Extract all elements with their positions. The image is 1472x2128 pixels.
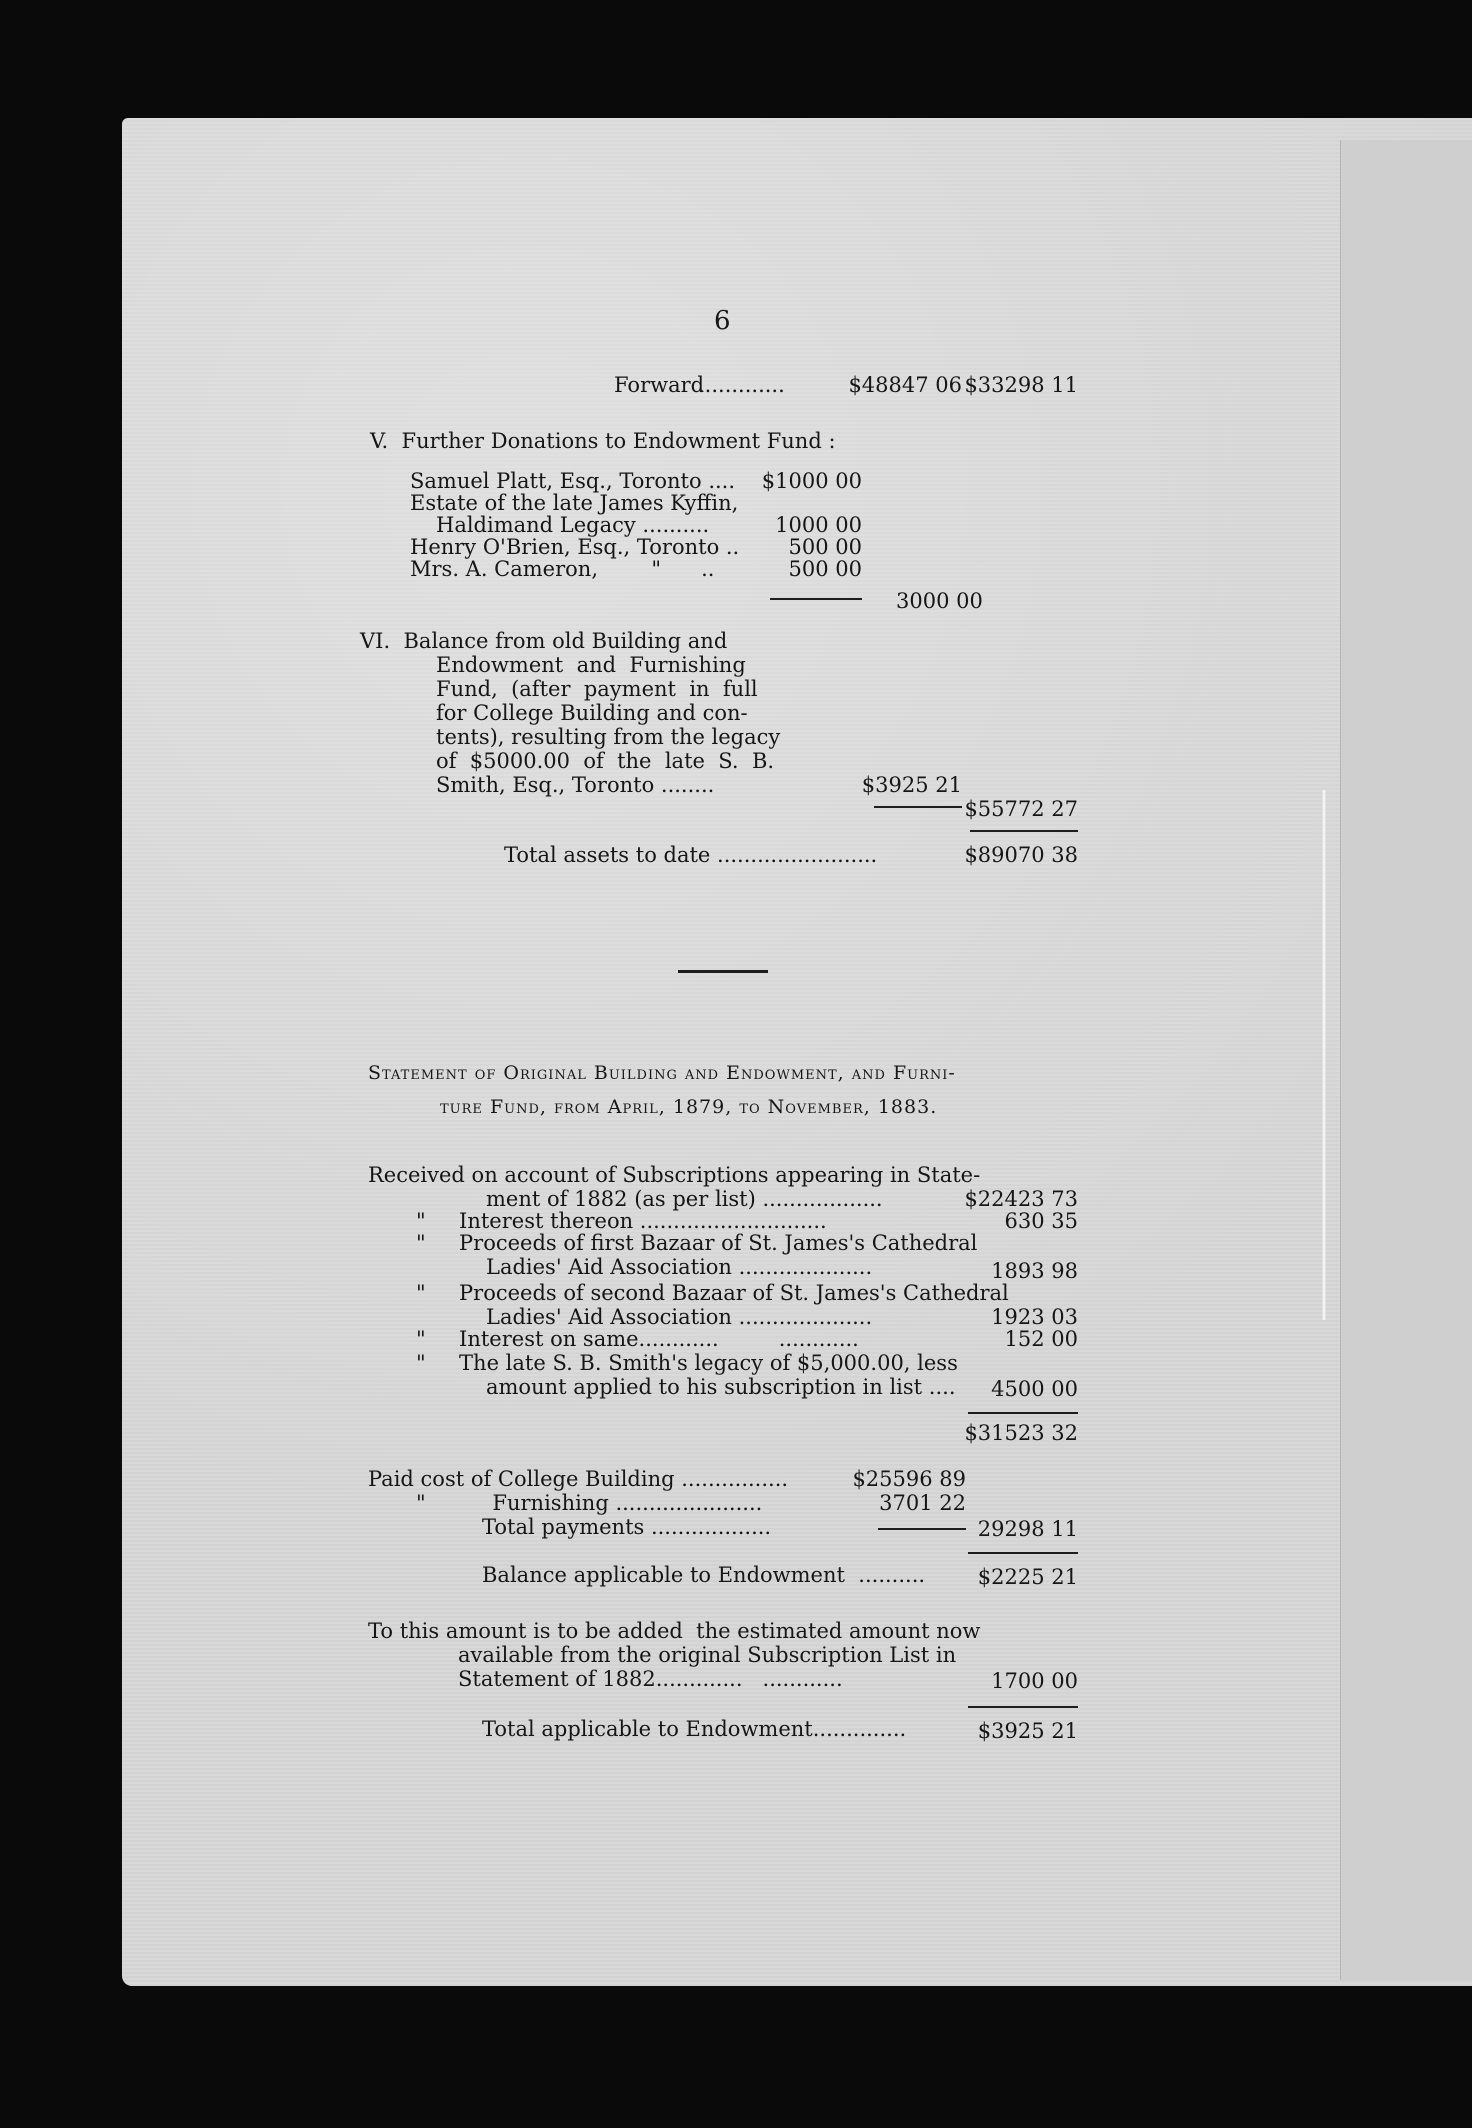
- page-number: 6: [714, 306, 731, 336]
- section-v-amount: 500 00: [788, 557, 862, 581]
- receipt-line: Ladies' Aid Association ....................: [486, 1255, 873, 1279]
- statement-title-line-1: Statement of Original Building and Endowment, and Furni-: [368, 1062, 956, 1084]
- section-v-item: Henry O'Brien, Esq., Toronto ..: [410, 535, 740, 559]
- section-separator: [678, 970, 768, 973]
- section-v-item: Haldimand Legacy ..........: [436, 513, 710, 537]
- section-v-heading: V. Further Donations to Endowment Fund :: [370, 429, 836, 453]
- forward-dots: .............: [698, 373, 785, 397]
- section-v-item: Samuel Platt, Esq., Toronto ....: [410, 469, 736, 493]
- payment-line: Paid cost of College Building ................: [368, 1467, 789, 1491]
- pencil-arrow-mark: [1320, 790, 1328, 1320]
- grand-total-amount: $3925 21: [977, 1719, 1078, 1743]
- section-v-amount: 500 00: [788, 535, 862, 559]
- grand-total-label: Total applicable to Endowment..............: [482, 1717, 907, 1741]
- section-vi-line: tents), resulting from the legacy: [436, 725, 781, 749]
- section-vi-amount: $3925 21: [861, 773, 962, 797]
- receipt-line: " Interest thereon ............................: [416, 1209, 827, 1233]
- section-vi-line: Smith, Esq., Toronto ........: [436, 773, 715, 797]
- receipt-line: " Interest on same............ ............: [416, 1327, 859, 1351]
- receipt-line: " The late S. B. Smith's legacy of $5,000.00, less: [416, 1351, 958, 1375]
- receipt-line: ment of 1882 (as per list) ..................: [486, 1187, 883, 1211]
- receipt-line: " Proceeds of first Bazaar of St. James's Cathedral: [416, 1231, 978, 1255]
- section-vi-rule: [874, 806, 962, 808]
- receipt-line: Received on account of Subscriptions appearing in State-: [368, 1163, 981, 1187]
- section-v-rule: [770, 598, 862, 600]
- receipt-line: Ladies' Aid Association ....................: [486, 1305, 873, 1329]
- total-assets-label: Total assets to date ........................: [504, 843, 878, 867]
- section-v-item: Estate of the late James Kyffin,: [410, 491, 739, 515]
- payment-line: Total payments ..................: [482, 1515, 772, 1539]
- section-v-subtotal: 3000 00: [896, 589, 983, 613]
- section-vi-line: for College Building and con-: [436, 701, 748, 725]
- receipt-amount: 1893 98: [991, 1259, 1078, 1283]
- balance-amount: $2225 21: [977, 1565, 1078, 1589]
- receipt-amount: 1923 03: [991, 1305, 1078, 1329]
- payment-line: " Furnishing ......................: [416, 1491, 763, 1515]
- payment-amount: $25596 89: [852, 1467, 966, 1491]
- forward-label: Forward: [614, 373, 705, 397]
- addition-line: Statement of 1882............. ............: [458, 1667, 843, 1691]
- section-vi-line: VI. Balance from old Building and: [360, 629, 728, 653]
- total-assets-amount: $89070 38: [964, 843, 1078, 867]
- section-vi-line: Endowment and Furnishing: [436, 653, 746, 677]
- forward-amount-2: $33298 11: [964, 373, 1078, 397]
- page-fold: [1340, 140, 1472, 1980]
- section-v-item: Mrs. A. Cameron, " ..: [410, 557, 715, 581]
- addition-line: available from the original Subscription List in: [458, 1643, 957, 1667]
- receipt-line: " Proceeds of second Bazaar of St. James's Cathedral: [416, 1281, 1009, 1305]
- payments-total-rule: [968, 1552, 1078, 1554]
- receipt-amount: $22423 73: [964, 1187, 1078, 1211]
- document-page: [122, 118, 1472, 1986]
- payments-total: 29298 11: [977, 1517, 1078, 1541]
- addition-amount: 1700 00: [991, 1669, 1078, 1693]
- section-v-amount: $1000 00: [761, 469, 862, 493]
- receipt-amount: 4500 00: [991, 1377, 1078, 1401]
- addition-rule: [968, 1706, 1078, 1708]
- section-vi-total: $55772 27: [964, 797, 1078, 821]
- receipt-line: amount applied to his subscription in list ....: [486, 1375, 956, 1399]
- addition-line: To this amount is to be added the estimated amount now: [368, 1619, 981, 1643]
- payment-amount: 3701 22: [879, 1491, 966, 1515]
- forward-amount-1: $48847 06: [848, 373, 962, 397]
- section-vi-line: Fund, (after payment in full: [436, 677, 758, 701]
- balance-label: Balance applicable to Endowment ..........: [482, 1563, 926, 1587]
- receipts-total: $31523 32: [964, 1421, 1078, 1445]
- receipt-amount: 630 35: [1004, 1209, 1078, 1233]
- payments-rule: [878, 1528, 966, 1530]
- section-v-amount: 1000 00: [775, 513, 862, 537]
- receipt-amount: 152 00: [1004, 1327, 1078, 1351]
- statement-title-line-2: ture Fund, from April, 1879, to November, 1883.: [440, 1096, 938, 1118]
- receipts-rule: [968, 1412, 1078, 1414]
- section-vi-total-rule: [970, 830, 1078, 832]
- section-vi-line: of $5000.00 of the late S. B.: [436, 749, 775, 773]
